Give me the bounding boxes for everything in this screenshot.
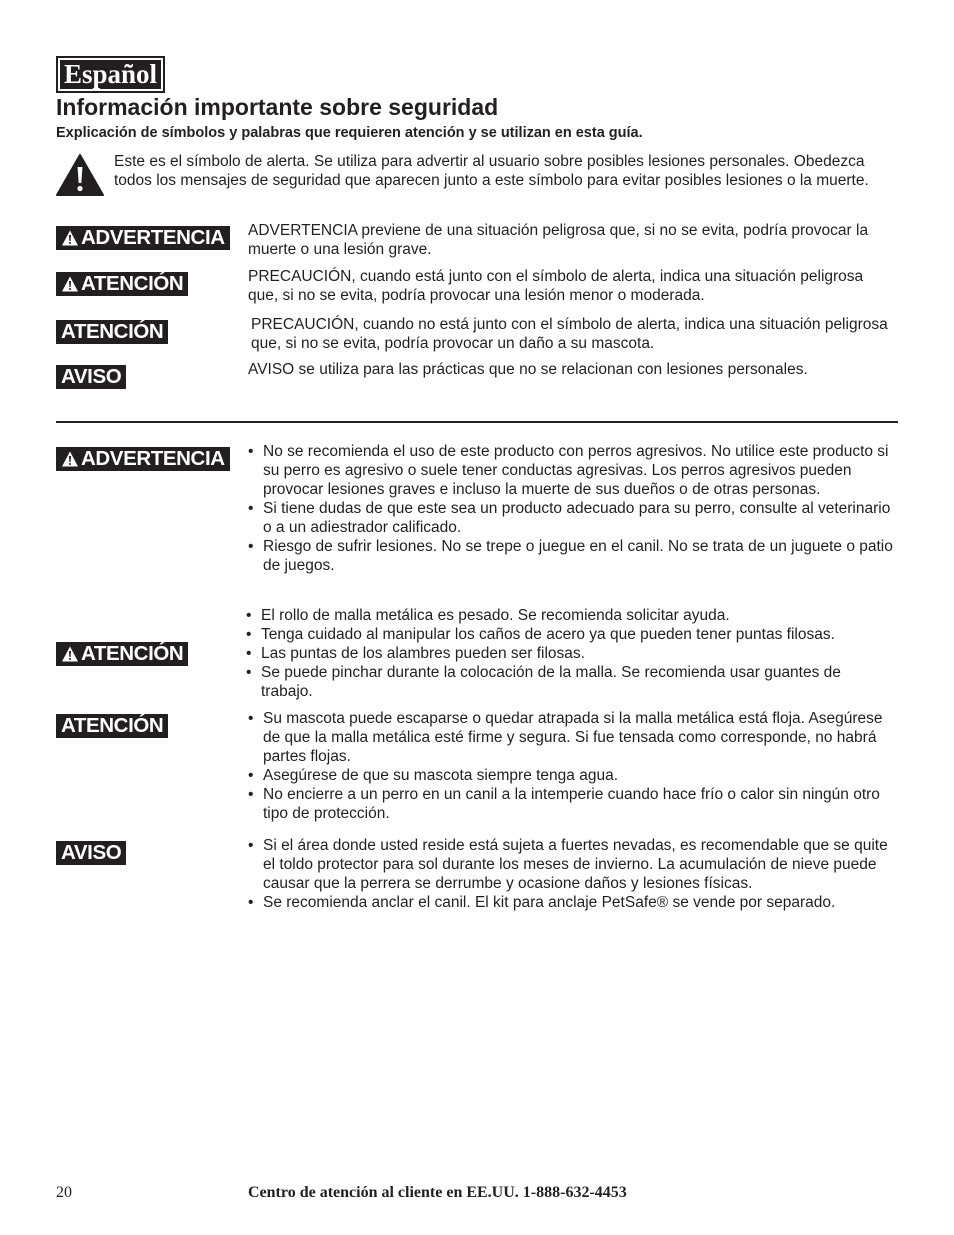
list-item: • Si el área donde usted reside está sujeta a fuertes nevadas, es recomendable que se quite el toldo protector para sol durante los meses de invierno. La acumulación de nieve puede causar que la perrera se derrumbe y ocasione daños y lesiones físicas. [248, 836, 894, 893]
list-item: • Si tiene dudas de que este sea un producto adecuado para su perro, consulte al veterinario o a un adiestrador calificado. [248, 499, 894, 537]
badge-label: ATENCIÓN [81, 272, 184, 295]
badge-label: AVISO [61, 365, 122, 388]
page-title: Información importante sobre seguridad [56, 94, 499, 120]
badge-label: ATENCIÓN [61, 714, 164, 737]
list-item: • Se puede pinchar durante la colocación de la malla. Se recomienda usar guantes de trabajo. [246, 663, 894, 701]
badge-atencion-alert [56, 642, 188, 666]
alert-triangle-icon [61, 450, 79, 468]
alert-triangle-icon [61, 645, 79, 663]
page-subtitle: Explicación de símbolos y palabras que requieren atención y se utilizan en esta guía. [56, 125, 643, 141]
badge-label: ATENCIÓN [61, 320, 164, 343]
advertencia-list [248, 442, 894, 575]
list-item: • Tenga cuidado al manipular los caños de acero ya que pueden tener puntas filosas. [246, 625, 894, 644]
alert-triangle-icon [61, 229, 79, 247]
aviso-list [248, 836, 894, 912]
alert-triangle-icon [61, 275, 79, 293]
badge-atencion-alert [56, 272, 188, 296]
language-tab: Español [56, 56, 165, 93]
list-item: • Se recomienda anclar el canil. El kit para anclaje PetSafe® se vende por separado. [248, 893, 894, 912]
list-item: • El rollo de malla metálica es pesado. Se recomienda solicitar ayuda. [246, 606, 894, 625]
definition-atencion: PRECAUCIÓN, cuando no está junto con el símbolo de alerta, indica una situación peligrosa que, si no se evita, podría provocar un daño a su mascota. [251, 316, 888, 352]
list-item: • Las puntas de los alambres pueden ser filosas. [246, 644, 894, 663]
badge-advertencia [56, 226, 230, 250]
badge-atencion [56, 714, 168, 738]
footer-contact: Centro de atención al cliente en EE.UU. 1-888-632-4453 [248, 1184, 627, 1201]
badge-label: ADVERTENCIA [81, 447, 225, 470]
list-item: • Su mascota puede escaparse o quedar atrapada si la malla metálica está floja. Asegúrese de que la malla metálica esté firme y segura. Si fue tensada como corresponde, no habrá partes flojas. [248, 709, 894, 766]
badge-label: ATENCIÓN [81, 642, 184, 665]
alert-symbol-text: Este es el símbolo de alerta. Se utiliza para advertir al usuario sobre posibles lesiones personales. Obedezca todos los mensajes de seguridad que aparecen junto a este símbolo para evitar posibles lesiones o la muerte. [114, 153, 869, 189]
list-item: • Asegúrese de que su mascota siempre tenga agua. [248, 766, 894, 785]
page-number: 20 [56, 1184, 72, 1201]
atencion-list [248, 709, 894, 823]
definition-atencion-alert: PRECAUCIÓN, cuando está junto con el símbolo de alerta, indica una situación peligrosa que, si no se evita, podría provocar una lesión menor o moderada. [248, 268, 864, 304]
badge-aviso [56, 365, 126, 389]
list-item: • Riesgo de sufrir lesiones. No se trepe o juegue en el canil. No se trata de un juguete o patio de juegos. [248, 537, 894, 575]
badge-label: AVISO [61, 841, 122, 864]
badge-label: ADVERTENCIA [81, 226, 225, 249]
badge-aviso [56, 841, 126, 865]
atencion-alert-list [246, 606, 894, 701]
badge-advertencia [56, 447, 230, 471]
alert-triangle-icon [56, 154, 104, 196]
section-divider [56, 421, 898, 423]
definition-advertencia: ADVERTENCIA previene de una situación peligrosa que, si no se evita, podría provocar la muerte o una lesión grave. [248, 222, 869, 258]
definition-aviso: AVISO se utiliza para las prácticas que no se relacionan con lesiones personales. [248, 361, 808, 378]
list-item: • No se recomienda el uso de este producto con perros agresivos. No utilice este producto si su perro es agresivo o suele tener conductas agresivas. Los perros agresivos pueden provocar lesiones graves e incluso la muerte de sus dueños o de otras personas. [248, 442, 894, 499]
badge-atencion [56, 320, 168, 344]
list-item: • No encierre a un perro en un canil a la intemperie cuando hace frío o calor sin ningún otro tipo de protección. [248, 785, 894, 823]
